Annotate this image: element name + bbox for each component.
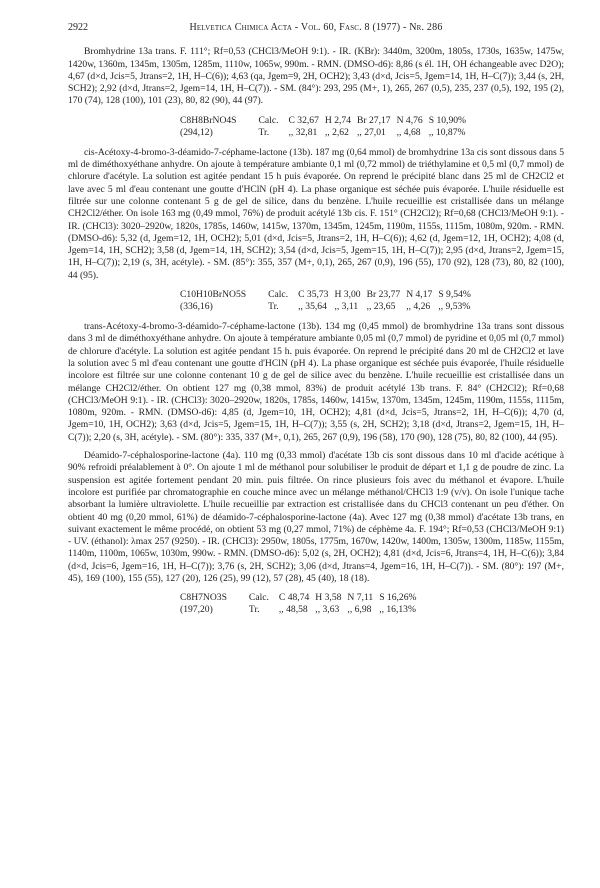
elemental-analysis-3 [180,592,423,616]
calc-value: C 32,67 [288,114,319,126]
calc-label: Calc. [248,592,269,604]
paragraph-acetoxy-trans: trans-Acétoxy-4-bromo-3-déamido-7-céphame-lactone (13b). 134 mg (0,45 mmol) de bromhydrine 13a trans sont dissous dans 3 ml de diméthoxyéthane anhydre. On ajoute à température ambiante 0,05 ml (0,7 mmol) de pyridine et 0,05 ml (0,7 mmol) de chlorure d'acétyle. La solution est agitée pendant 15 h. puis évaporée. On reprend le précipité dans 20 ml de CH2Cl2 et lave la solution avec 5 ml d'eau contenant une goutte d'HClN (pH 4). La phase organique est séchée puis évaporée, l'huile résiduelle incolore est filtrée sur une colonne contenant 10 g de gel de silice avec du benzène. L'huile recueillie est cristallisée dans un mélange CH2Cl2/éther. On obtient 127 mg (0,38 mmol, 83%) de produit acétylé 13b trans. F. 84° (CH2Cl2); Rf=0,68 (CHCl3/MeOH 9:1). - IR. (CHCl3): 3020–2920w, 1820s, 1785s, 1460w, 1415w, 1370m, 1345m, 1245m, 1190m, 1155s, 1115m, 1080m, 920m. - RMN. (DMSO-d6): 4,85 (d, Jgem=10, 1H, OCH2); 4,81 (d×d, Jcis=5, Jtrans=2, 1H, H–C(6)); 4,70 (d, Jgem=10, 1H, OCH2); 3,63 (d×d, Jcis=5, Jgem=15, 1H, H–C(7)); 3,55 (s, 2H, SCH2); 3,18 (d×d, Jtrans=2, Jgem=15, 1H, H–C(7)); 2,20 (s, 3H, acétyle). - SM. (80°): 335, 337 (M+, 0,1), 265, 267 (0,9), 196 (58), 170 (90), 128 (75), 80, 82 (100), 44 (95). [68,321,564,443]
molar-mass: (197,20) [180,604,213,616]
found-value: ,, 48,58 [278,604,308,616]
calc-value: H 3,58 [315,592,342,604]
calc-label: Calc. [258,114,279,126]
calc-label: Calc. [268,289,289,301]
found-value: ,, 6,98 [347,604,372,616]
paragraph-acetoxy-cis: cis-Acétoxy-4-bromo-3-déamido-7-céphame-lactone (13b). 187 mg (0,64 mmol) de bromhydrine 13a cis sont dissous dans 5 ml de diméthoxyéthane anhydre. On ajoute à température ambiante 0,1 ml (0,72 mmol) de triéthylamine et 0,5 ml (0,7 mmol) de chlorure d'acétyle. La solution est agitée pendant 15 h puis évaporée. On reprend le précipité blanc dans 25 ml de CH2Cl2 et lave avec 5 ml d'eau contenant une goutte d'HClN (pH 4). La phase organique est séchée puis évaporée. L'huile résiduelle est filtrée sur une colonne contenant 5 g de gel de silice, dans du benzène. L'huile recueillie est cristallisée dans un mélange CH2Cl2/éther. On isole 163 mg (0,49 mmol, 76%) de produit acétylé 13b cis. F. 151° (CH2Cl2); Rf=0,68 (CHCl3/MeOH 9:1). - IR. (CHCl3): 3020–2920w, 1820s, 1785s, 1460w, 1415w, 1370m, 1345m, 1245m, 1190m, 1155s, 1115m, 1080m, 920m. - RMN. (DMSO-d6): 5,32 (d, Jgem=12, 1H, OCH2); 5,01 (d×d, Jcis=5, Jtrans=2, 1H, H–C(6)); 4,62 (d, Jgem=12, 1H, OCH2); 4,08 (d, Jgem=14, 1H, SCH2); 3,58 (d, Jgem=14, 1H, SCH2); 3,54 (d×d, Jcis=5, Jgem=15, 1H, H–C(7)); 2,95 (d×d, Jtrans=2, Jgem=15, 1H, H–C(7)); 2,19 (s, 3H, acétyle). - SM. (85°): 355, 357 (M+, 0,1), 265, 267 (0,9), 196 (55), 170 (92), 128 (73), 80, 82 (100), 44 (95). [68,146,564,281]
calc-value: C 35,73 [298,289,329,301]
elemental-analysis-2 [180,289,477,313]
calc-value: N 4,76 [396,114,423,126]
found-value: ,, 3,63 [315,604,340,616]
calc-value: S 16,26% [379,592,417,604]
calc-value: S 9,54% [438,289,471,301]
found-label: Tr. [268,301,279,313]
found-value: ,, 35,64 [298,301,327,313]
formula: C10H10BrNO5S [180,289,247,301]
found-value: ,, 2,62 [324,126,349,138]
calc-value: H 2,74 [324,114,352,126]
found-value: ,, 9,53% [438,301,471,313]
page-number: 2922 [68,22,88,33]
calc-value: S 10,90% [428,114,467,126]
calc-value: Br 23,77 [366,289,401,301]
found-value: ,, 10,87% [428,126,466,138]
calc-value: C 48,74 [278,592,310,604]
calc-value: H 3,00 [334,289,361,301]
paragraph-deamido-lactone: Déamido-7-céphalosporine-lactone (4a). 110 mg (0,33 mmol) d'acétate 13b cis sont dissous dans 10 ml d'acide acétique à 90% refroidi préalablement à 0°. On ajoute 1 ml de méthanol pour solubiliser le produit de départ et 1,1 g de poudre de zinc. La suspension est agitée fortement pendant 20 min. puis filtrée. On rince plusieurs fois avec du méthanol et évapore. L'huile incolore est purifiée par chromatographie en couche mince avec un mélange méthanol/CHCl3 1:9 (v/v). On isole l'unique tache absorbant la lumière ultraviolette. L'huile recueillie par extraction est cristallisée dans du CHCl3 contenant un peu d'éther. On obtient 40 mg (0,20 mmol, 61%) de déamido-7-céphalosporine-lactone (4a). Avec 127 mg (0,38 mmol) d'acétate 13b trans, en suivant exactement le même procédé, on obtient 53 mg (0,27 mmol, 71%) de céphème 4a. F. 194°; Rf=0,53 (CHCl3/MeOH 9:1) - UV. (éthanol): λmax 257 (9250). - IR. (CHCl3): 2950w, 1805s, 1775m, 1670w, 1420w, 1400m, 1305w, 1300m, 1185w, 1155m, 1140m, 1100m, 1065w, 1030m, 990w. - RMN. (DMSO-d6): 5,02 (s, 2H, OCH2); 4,81 (d×d, Jcis=6, Jtrans=4, 1H, H–C(6)); 3,84 (d×d, Jcis=6, Jgem=16, 1H, H–C(7)); 3,76 (s, 2H, SCH2); 3,06 (d×d, Jtrans=4, Jgem=16, 1H, H–C(7)). - SM. (80°): 197 (M+, 45), 169 (100), 155 (55), 127 (20), 126 (25), 99 (12), 57 (28), 45 (40), 18 (18). [68,450,564,584]
molar-mass: (336,16) [180,301,213,313]
found-value: ,, 16,13% [379,604,416,616]
molar-mass: (294,12) [180,126,213,138]
journal-line: Helvetica Chimica Acta - Vol. 60, Fasc. 8 (1977) - Nr. 286 [189,22,443,33]
found-value: ,, 4,68 [396,126,421,138]
calc-value: N 7,11 [347,592,374,604]
formula: C8H8BrNO4S [180,114,237,126]
elemental-analysis-1 [180,115,472,139]
found-label: Tr. [258,126,270,138]
found-label: Tr. [248,604,260,616]
found-value: ,, 4,26 [406,301,431,313]
calc-value: Br 27,17 [357,114,391,126]
found-value: ,, 3,11 [334,301,359,313]
paragraph-bromhydrine-trans: Bromhydrine 13a trans. F. 111°; Rf=0,53 (CHCl3/MeOH 9:1). - IR. (KBr): 3440m, 3200m, 1805s, 1730s, 1635w, 1475w, 1420w, 1360m, 1345m, 1305m, 1285m, 1110w, 1065w, 990m. - RMN. (DMSO-d6): 8,86 (s él. 1H, OH échangeable avec D2O); 4,67 (d×d, Jcis=5, Jtrans=2, 1H, H–C(6)); 4,63 (qa, Jgem=9, 2H, OCH2); 3,43 (d×d, Jcis=5, Jgem=14, 1H, H–C(7)); 3,44 (s, 2H, SCH2); 2,92 (d×d, Jtrans=2, Jgem=14, 1H, H–C(7)). - SM. (84°): 293, 295 (M+, 1), 265, 267 (0,5), 235, 237 (0,5), 192, 195 (2), 170 (74), 128 (100), 101 (23), 80, 82 (90), 44 (97). [68,46,564,107]
found-value: ,, 23,65 [366,301,396,313]
found-value: ,, 32,81 [288,126,318,138]
running-header [68,22,564,34]
found-value: ,, 27,01 [357,126,386,138]
formula: C8H7NO3S [180,592,227,604]
calc-value: N 4,17 [406,289,433,301]
